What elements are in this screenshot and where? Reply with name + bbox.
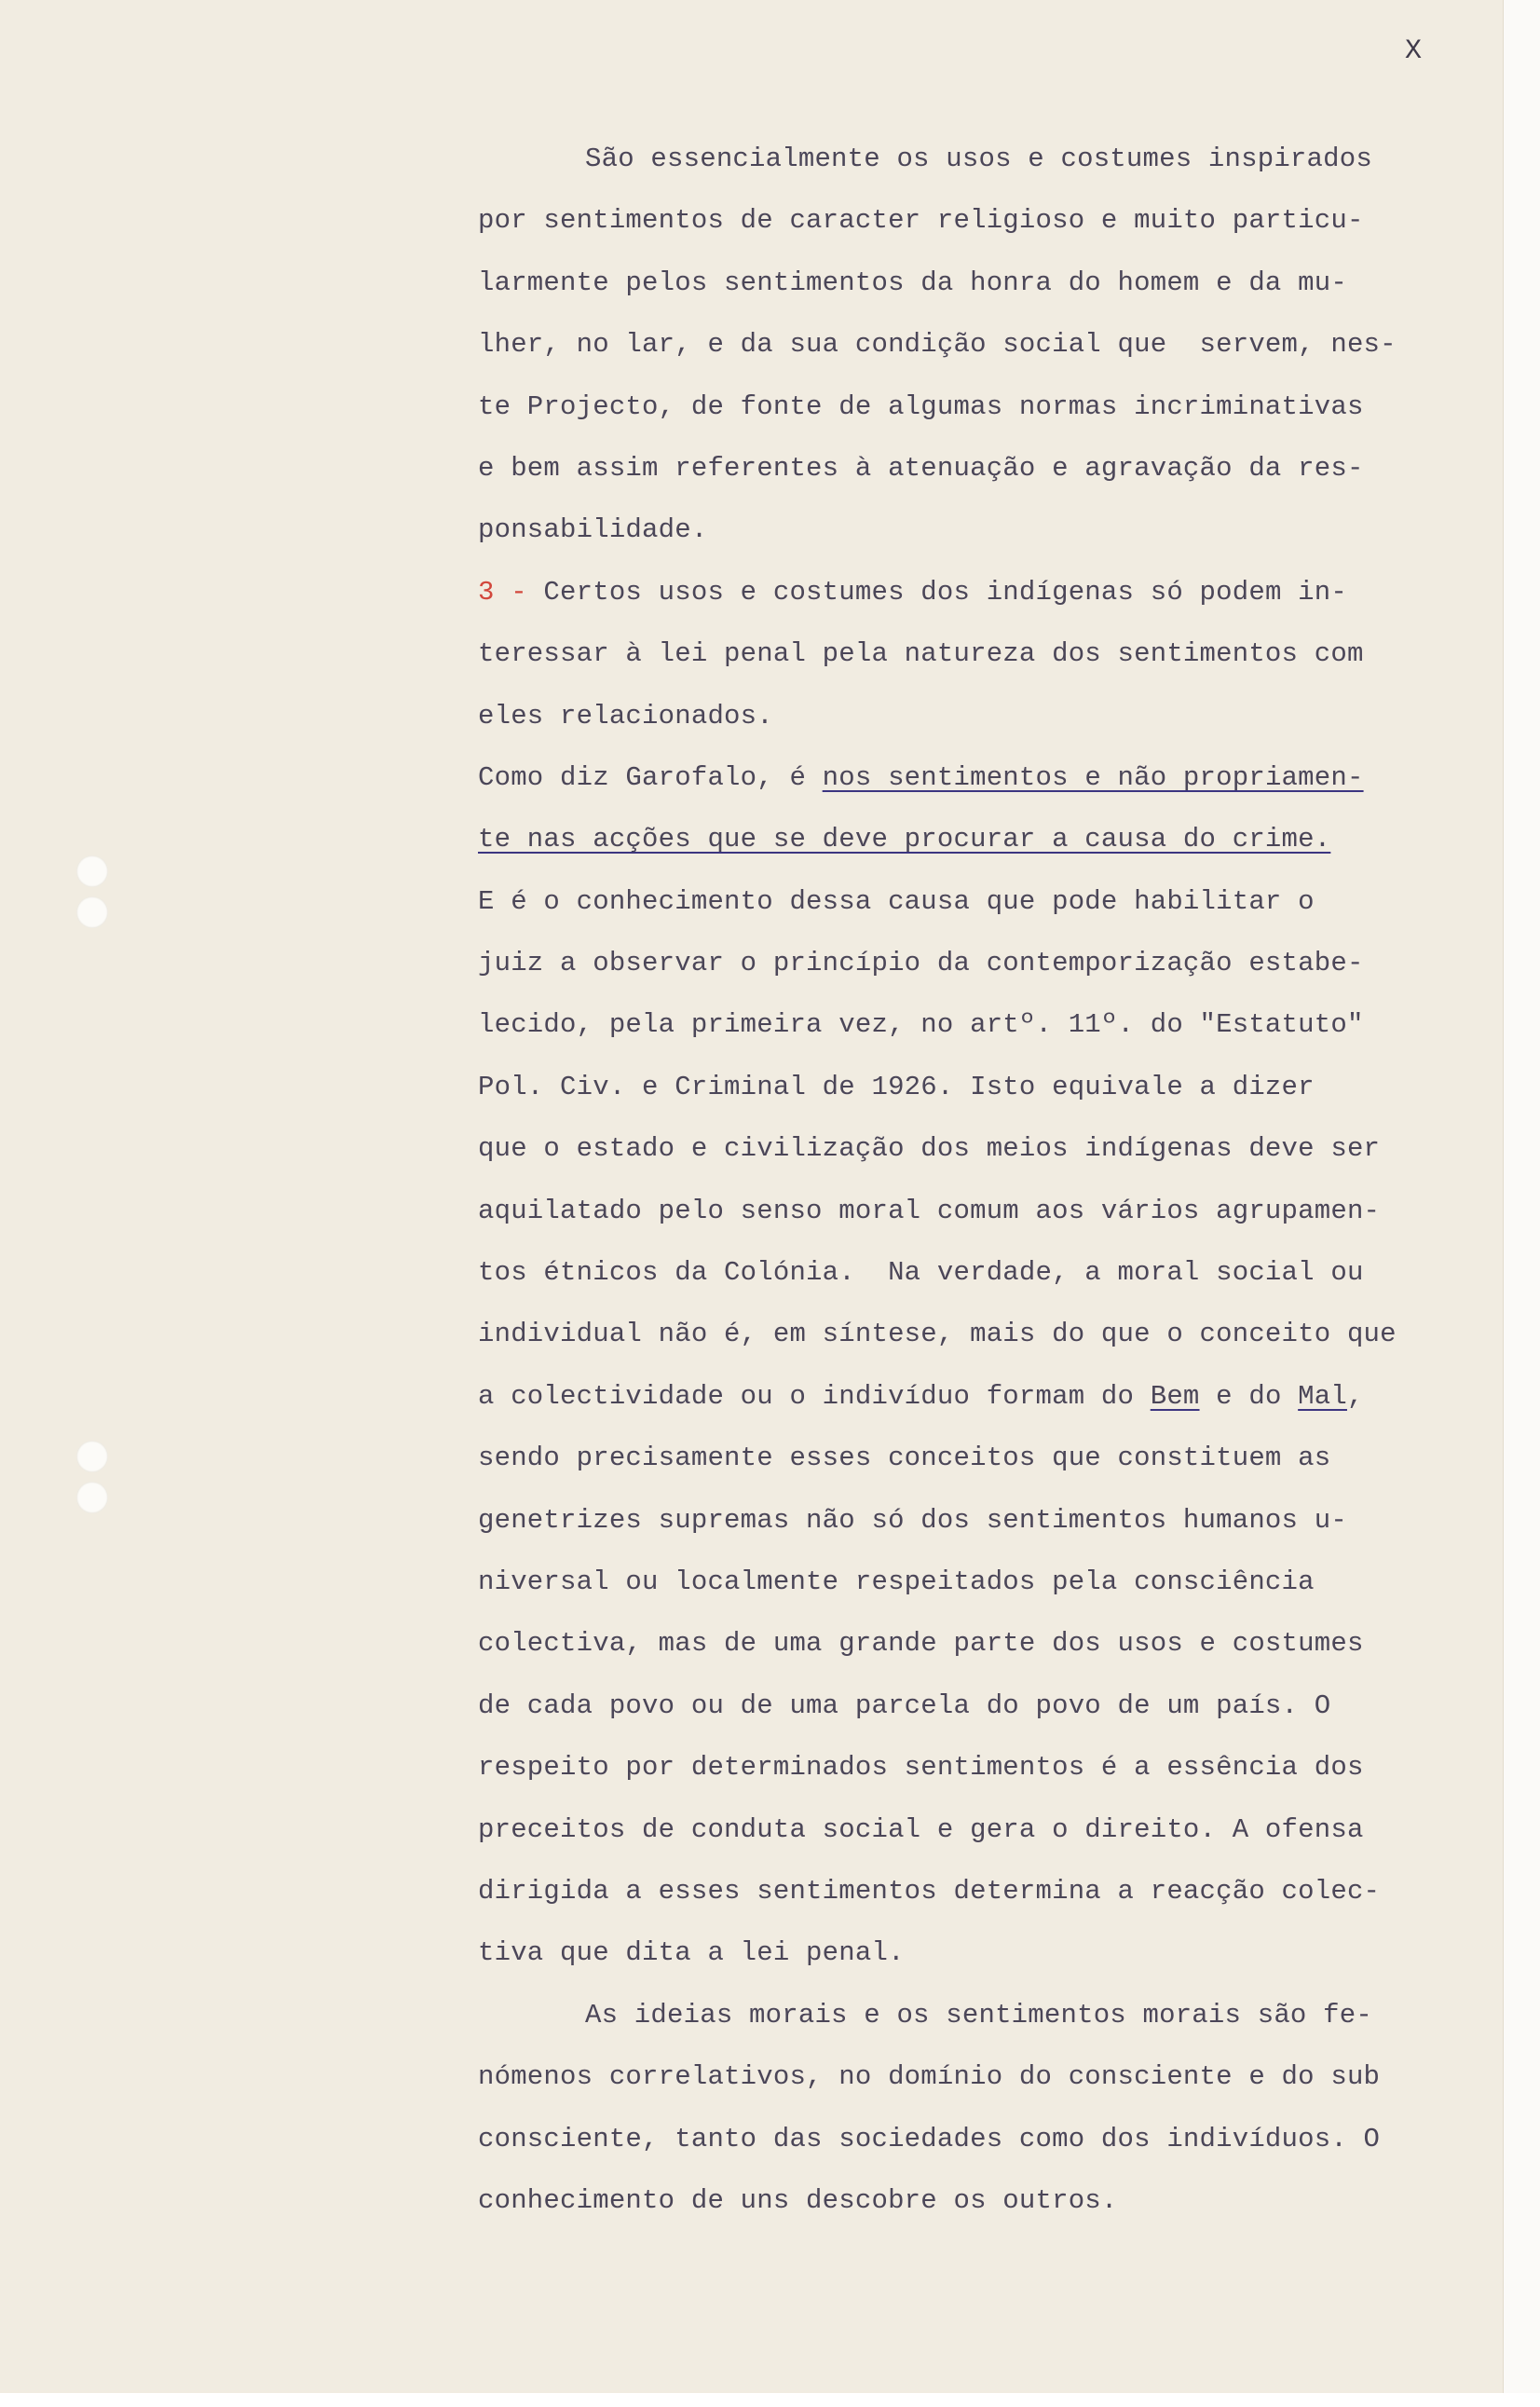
text-line: conhecimento de uns descobre os outros. [478,2184,1118,2216]
text-line: e bem assim referentes à atenuação e agravação da res- [478,452,1364,484]
text-line [478,747,1493,809]
text-line: lher, no lar, e da sua condição social que servem, nes- [478,329,1397,361]
text-line: tiva que dita a lei penal. [478,1937,905,1969]
text-line: consciente, tanto das sociedades como dos indivíduos. O [478,2123,1381,2154]
text-line: que o estado e civilização dos meios indígenas deve ser [478,1133,1381,1165]
page-number: X [1405,35,1423,67]
text-line: nómenos correlativos, no domínio do consciente e do sub [478,2061,1381,2093]
text-line: As ideias morais e os sentimentos morais são fe- [585,1999,1372,2031]
section-heading-line [478,562,1493,623]
text-line: de cada povo ou de uma parcela do povo de um país. O [478,1689,1331,1721]
text-line: respeito por determinados sentimentos é a essência dos [478,1752,1364,1784]
underlined-word-bem: Bem [1150,1380,1200,1412]
scan-bottom-margin [0,2393,1540,2407]
text-line: dirigida a esses sentimentos determina a reacção colec- [478,1875,1381,1907]
section-number: 3 - [478,576,527,608]
punch-hole-lower-b [76,1482,108,1513]
document-body [478,129,1493,2232]
text-line: aquilatado pelo senso moral comum aos vários agrupamen- [478,1195,1381,1226]
text-line: colectiva, mas de uma grande parte dos usos e costumes [478,1628,1364,1660]
underlined-phrase: nos sentimentos e não propriamen- [822,761,1364,793]
text-line [478,1366,1493,1428]
text-line: São essencialmente os usos e costumes inspirados [585,144,1372,174]
scan-margin [1504,0,1540,2407]
text-line: niversal ou localmente respeitados pela consciência [478,1566,1315,1597]
text-line: tos étnicos da Colónia. Na verdade, a moral social ou [478,1257,1364,1289]
text-line: te Projecto, de fonte de algumas normas incriminativas [478,390,1364,422]
punch-hole-lower-a [76,1441,108,1472]
text-fragment: , [1346,1380,1364,1412]
text-line: juiz a observar o princípio da contemporização estabe- [478,948,1364,979]
underlined-phrase: te nas acções que se deve procurar a causa do crime. [478,824,1331,855]
text-line: larmente pelos sentimentos da honra do homem e da mu- [478,267,1347,298]
punch-hole-upper-b [76,896,108,928]
text-line: preceitos de conduta social e gera o direito. A ofensa [478,1813,1364,1845]
text-fragment: e do [1199,1380,1299,1412]
text-fragment: a colectividade ou o indivíduo formam do [478,1380,1151,1412]
text-line: E é o conhecimento dessa causa que pode habilitar o [478,885,1315,917]
text-line: individual não é, em síntese, mais do que o conceito que [478,1319,1397,1350]
text-line [478,809,1493,870]
text-line: lecido, pela primeira vez, no artº. 11º. do "Estatuto" [478,1009,1364,1041]
underlined-word-mal: Mal [1298,1380,1347,1412]
text-line: ponsabilidade. [478,514,708,546]
text-line: teressar à lei penal pela natureza dos sentimentos com [478,638,1364,670]
text-line: por sentimentos de caracter religioso e muito particu- [478,205,1364,237]
text-line: Certos usos e costumes dos indígenas só podem in- [526,576,1347,608]
text-line: sendo precisamente esses conceitos que constituem as [478,1443,1331,1474]
text-line: eles relacionados. [478,700,773,732]
text-fragment: Como diz Garofalo, é [478,761,823,793]
punch-hole-upper-a [76,855,108,887]
text-line: genetrizes supremas não só dos sentimentos humanos u- [478,1504,1347,1536]
text-line: Pol. Civ. e Criminal de 1926. Isto equivale a dizer [478,1071,1315,1102]
